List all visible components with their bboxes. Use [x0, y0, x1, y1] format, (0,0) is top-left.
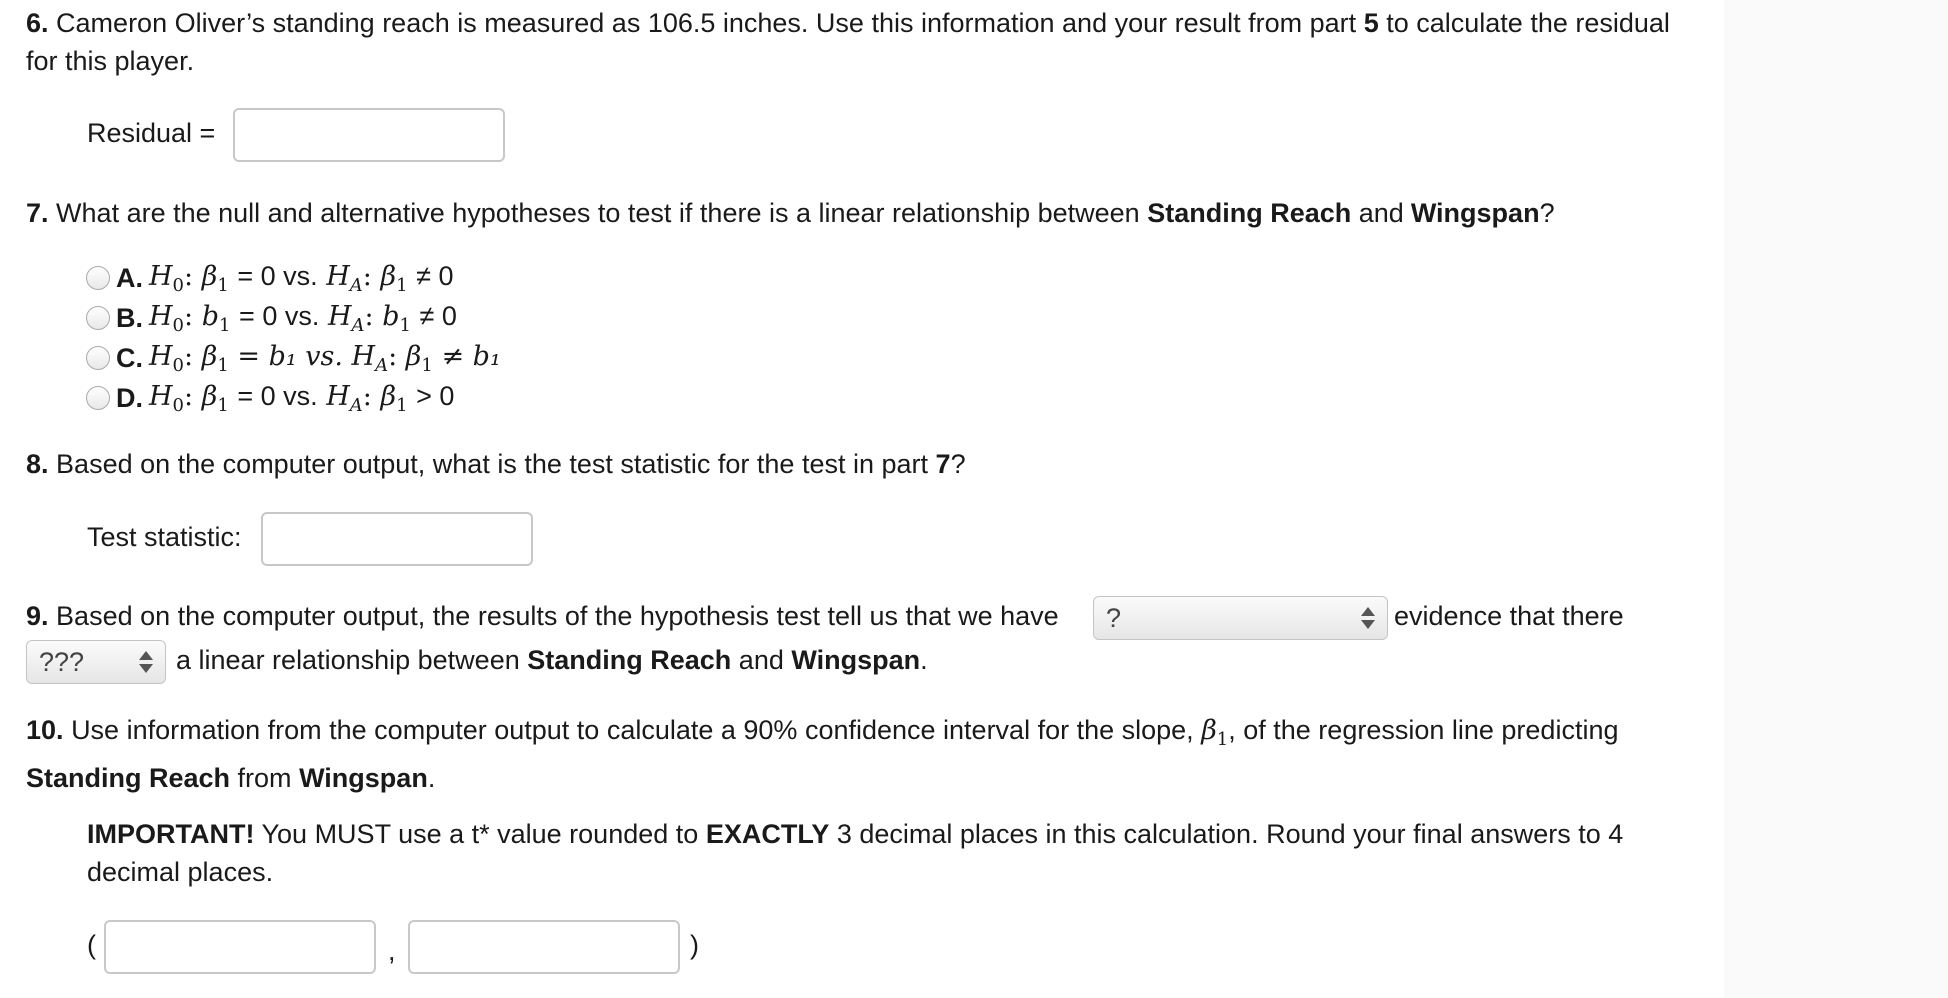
math-symbol: H: [326, 260, 350, 292]
math-subscript: 1: [217, 274, 229, 296]
question-text: , of the regression line predicting: [1228, 715, 1619, 745]
question-text: Based on the computer output, the results of the hypothesis test tell us that we have: [56, 601, 1059, 631]
variable-name: Standing Reach: [1147, 198, 1352, 228]
question-text: .: [920, 645, 928, 675]
important-label: IMPORTANT!: [87, 819, 255, 849]
math-symbol: H: [326, 380, 350, 412]
option-c[interactable]: [86, 338, 501, 378]
variable-name: Standing Reach: [26, 763, 231, 793]
question-9-line1: [26, 597, 1059, 635]
comma-separator: ,: [388, 936, 396, 966]
close-paren: ): [690, 930, 699, 960]
math-symbol: b: [382, 300, 400, 332]
math-relation: = 0 vs.: [239, 300, 320, 331]
option-d-hypotheses: $H_0$: $\beta_1 = 0$ vs. $H_A$: $\beta_1 > 0$: [149, 380, 455, 416]
math-subscript: 0: [172, 314, 184, 336]
note-text: 3 decimal places in this calculation. Round your final answers to 4: [836, 819, 1624, 849]
math-subscript: 1: [217, 354, 229, 376]
option-c-radio[interactable]: [86, 346, 110, 370]
option-b-hypotheses: $H_0$: $b_1 = 0$ vs. $H_A$: $b_1 \ne 0$: [149, 300, 457, 336]
question-text: Cameron Oliver’s standing reach is measured as 106.5 inches. Use this information and your result from part: [56, 8, 1357, 38]
math-symbol: b: [201, 300, 219, 332]
evidence-strength-select[interactable]: [1093, 596, 1388, 640]
question-number: 9.: [26, 601, 49, 631]
question-text: and: [1358, 198, 1404, 228]
math-symbol: β: [1201, 715, 1217, 746]
question-7: [26, 194, 1555, 232]
note-emphasis: EXACTLY: [705, 819, 830, 849]
note-text: decimal places.: [87, 857, 274, 887]
variable-name: Wingspan: [1410, 198, 1540, 228]
math-relation: = 0 vs.: [237, 260, 318, 291]
math-subscript: A: [349, 394, 363, 416]
question-text: Based on the computer output, what is the test statistic for the test in part: [56, 449, 929, 479]
option-a[interactable]: [86, 258, 454, 298]
math-symbol: β: [201, 380, 218, 412]
math-subscript: 1: [1216, 729, 1229, 750]
math-subscript: A: [351, 314, 365, 336]
math-relation: > 0: [416, 380, 455, 411]
math-subscript: 1: [396, 394, 408, 416]
option-letter: C.: [116, 342, 143, 373]
math-relation: ≠ 0: [419, 300, 457, 331]
select-arrows-icon: [1361, 605, 1375, 631]
math-subscript: 1: [421, 354, 433, 376]
select-value: ?: [1106, 602, 1122, 633]
option-letter: D.: [116, 382, 143, 413]
math-symbol: H: [351, 340, 376, 372]
residual-input[interactable]: [233, 108, 505, 162]
math-symbol: H: [327, 300, 352, 332]
math-symbol: β: [380, 380, 397, 412]
question-number: 7.: [26, 198, 49, 228]
residual-label: Residual =: [87, 118, 216, 148]
important-note: [87, 815, 1687, 891]
part-reference: 7: [935, 449, 951, 479]
ci-upper-input[interactable]: [408, 920, 680, 974]
question-text: Use information from the computer output to calculate a 90% confidence interval for the slope,: [71, 715, 1194, 745]
math-symbol: H: [149, 380, 173, 412]
math-subscript: A: [375, 354, 389, 376]
relationship-select[interactable]: [26, 640, 166, 684]
math-relation: ≠ 0: [416, 260, 454, 291]
question-text: ?: [950, 449, 966, 479]
option-c-hypotheses: $H_0$: $\beta_1 = b_1$ vs. $H_A$: $\beta_1 \ne b_1$: [149, 340, 501, 376]
math-symbol: H: [149, 260, 173, 292]
question-text: evidence that there: [1394, 601, 1624, 631]
select-value: ???: [39, 646, 85, 677]
option-d-radio[interactable]: [86, 386, 110, 410]
math-subscript: 0: [172, 354, 184, 376]
question-text: ?: [1539, 198, 1555, 228]
question-text: for this player.: [26, 46, 195, 76]
math-symbol: β: [201, 260, 218, 292]
variable-name: Wingspan: [791, 645, 921, 675]
math-symbol: H: [149, 300, 173, 332]
question-text: a linear relationship between: [176, 645, 520, 675]
slope-symbol: [1201, 715, 1229, 750]
part-reference: 5: [1363, 8, 1379, 38]
question-text: to calculate the residual: [1386, 8, 1670, 38]
question-text: from: [237, 763, 292, 793]
question-text: What are the null and alternative hypotheses to test if there is a linear relationship between: [56, 198, 1140, 228]
question-6: [26, 4, 1670, 80]
ci-lower-input[interactable]: [104, 920, 376, 974]
question-text: and: [738, 645, 784, 675]
math-symbol: β: [405, 340, 422, 372]
math-subscript: 0: [172, 274, 184, 296]
test-statistic-input[interactable]: [261, 512, 533, 566]
question-8: [26, 445, 966, 483]
math-subscript: 1: [219, 314, 231, 336]
math-symbol: H: [149, 340, 173, 372]
select-arrows-icon: [139, 649, 153, 675]
open-paren: (: [87, 930, 96, 960]
math-relation: ≠ b₁: [441, 340, 501, 372]
question-number: 8.: [26, 449, 49, 479]
option-b-radio[interactable]: [86, 306, 110, 330]
math-symbol: β: [380, 260, 397, 292]
math-symbol: β: [201, 340, 218, 372]
math-subscript: 1: [217, 394, 229, 416]
test-statistic-label: Test statistic:: [87, 522, 242, 552]
math-relation: = b₁ vs.: [237, 340, 343, 372]
math-subscript: 1: [396, 274, 408, 296]
question-9-line2: [176, 641, 928, 679]
variable-name: Wingspan: [299, 763, 428, 793]
option-a-radio[interactable]: [86, 266, 110, 290]
question-number: 10.: [26, 715, 64, 745]
note-text: You MUST use a t* value rounded to: [261, 819, 699, 849]
option-b[interactable]: [86, 298, 457, 338]
variable-name: Standing Reach: [527, 645, 732, 675]
option-letter: B.: [116, 302, 143, 333]
question-number: 6.: [26, 8, 49, 38]
option-a-hypotheses: $H_0$: $\beta_1 = 0$ vs. $H_A$: $\beta_1 \ne 0$: [149, 260, 454, 296]
question-10: [26, 711, 1618, 797]
option-d[interactable]: [86, 378, 454, 418]
option-letter: A.: [116, 262, 143, 293]
right-margin-panel: [1724, 0, 1948, 998]
math-relation: = 0 vs.: [237, 380, 318, 411]
math-subscript: A: [349, 274, 363, 296]
math-subscript: 0: [172, 394, 184, 416]
question-text: .: [427, 763, 436, 793]
math-subscript: 1: [399, 314, 411, 336]
